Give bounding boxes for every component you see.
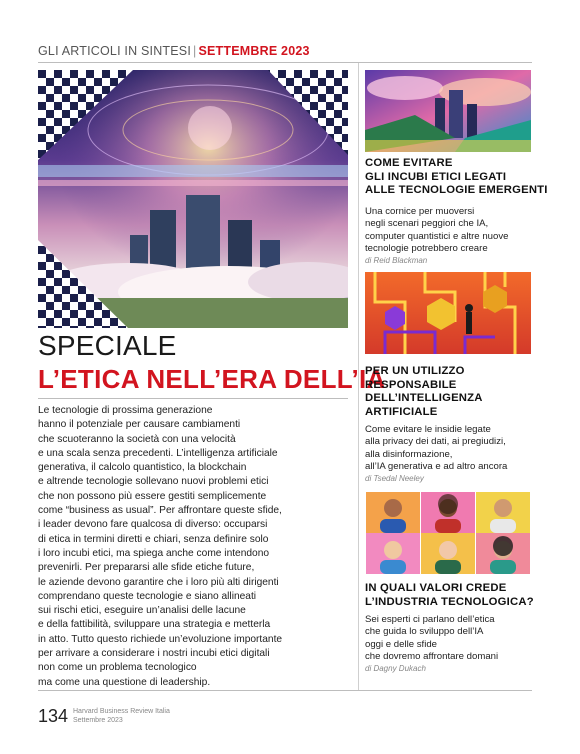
body-line: generativa, il calcolo quantistico, la blockchain (38, 462, 247, 474)
article-3-title[interactable] (365, 582, 535, 609)
desc-line: all’IA generativa e ad altro ancora (365, 461, 508, 473)
footer-rule (38, 690, 532, 691)
hero-artwork (38, 70, 348, 328)
header-separator: | (193, 44, 197, 58)
desc-line: alla privacy dei dati, ai pregiudizi, (365, 436, 506, 448)
issue-month: SETTEMBRE 2023 (198, 44, 310, 58)
desc-line: che guida lo sviluppo dell’IA (365, 626, 484, 638)
city-illustration (365, 70, 531, 152)
body-line: le aziende devono garantire che i loro più alti dirigenti (38, 576, 279, 588)
title-line: IN QUALI VALORI CREDE (365, 582, 507, 594)
article-1-title[interactable] (365, 157, 548, 198)
body-line: ma come una questione di leadership. (38, 676, 211, 688)
desc-line: tecnologie potrebbero creare (365, 243, 488, 255)
title-line: DELL’INTELLIGENZA (365, 392, 483, 405)
body-line: hanno il potenziale per causare cambiamenti (38, 419, 241, 431)
title-line: L’INDUSTRIA TECNOLOGICA? (365, 595, 534, 608)
section-header (38, 44, 310, 58)
article-1-description (365, 206, 535, 256)
article-2-thumbnail[interactable] (365, 272, 531, 354)
hero-illustration (38, 70, 348, 328)
title-line: RESPONSABILE (365, 378, 457, 391)
article-3-description (365, 614, 535, 664)
body-line: che scuoteranno la società con una velocità (38, 433, 236, 445)
feature-title: L’ETICA NELL’ERA DELL’IA (38, 364, 386, 394)
header-rule (38, 62, 532, 63)
desc-line: oggi e delle sfide (365, 638, 438, 650)
article-1-thumbnail[interactable] (365, 70, 531, 152)
desc-line: Una cornice per muoversi (365, 206, 475, 217)
publication-info (73, 708, 170, 725)
desc-line: Come evitare le insidie legate (365, 424, 491, 435)
publication-name: Harvard Business Review Italia (73, 708, 170, 715)
circuit-illustration (365, 272, 531, 354)
article-2-author: di Tsedal Neeley (365, 474, 424, 483)
body-line: in atto. Tutto questo richiede un’evoluzione importante (38, 633, 283, 645)
body-line: comprendano queste tecnologie e siano allineati (38, 590, 257, 602)
body-line: non come un problema tecnologico (38, 662, 197, 674)
title-line: PER UN UTILIZZO (365, 365, 465, 377)
desc-line: Sei esperti ci parlano dell’etica (365, 614, 495, 625)
feature-kicker: SPECIALE (38, 330, 177, 361)
body-line: come “business as usual”. Per affrontare queste sfide, (38, 505, 282, 517)
desc-line: negli scenari peggiori che IA, (365, 218, 489, 230)
body-line: prevenirli. Per prepararsi alle sfide etiche future, (38, 562, 255, 574)
body-line: e della fattibilità, sviluppare una strategia e metterla (38, 619, 271, 631)
article-1-author: di Reid Blackman (365, 256, 428, 265)
body-line: i loro incubi etici, ma spiega anche come intendono (38, 547, 270, 559)
publication-date: Settembre 2023 (73, 716, 123, 724)
body-line: e una scala senza precedenti. L’intelligenza artificiale (38, 447, 278, 459)
title-line: COME EVITARE (365, 157, 453, 169)
body-line: che non possono più essere gestiti semplicemente (38, 490, 267, 502)
title-line: ARTIFICIALE (365, 405, 438, 418)
article-3-author: di Dagny Dukach (365, 664, 426, 673)
article-2-description (365, 424, 535, 474)
desc-line: alla disinformazione, (365, 448, 453, 460)
article-2-title[interactable] (365, 365, 535, 419)
body-line: per arrivare a considerare i nostri incubi etici digitali (38, 648, 270, 660)
feature-rule (38, 398, 348, 399)
body-line: sui rischi etici, eseguire un’analisi delle lacune (38, 605, 246, 617)
feature-body (38, 404, 354, 690)
body-line: Le tecnologie di prossima generazione (38, 405, 213, 416)
page-number: 134 (38, 706, 69, 726)
desc-line: computer quantistici e altre nuove (365, 230, 509, 242)
title-line: GLI INCUBI ETICI LEGATI (365, 170, 507, 183)
desc-line: che dovremo affrontare domani (365, 651, 499, 663)
section-label: GLI ARTICOLI IN SINTESI (38, 44, 192, 58)
body-line: di etica in termini diretti e chiari, senza definire solo (38, 533, 269, 545)
article-3-thumbnail[interactable] (366, 492, 530, 574)
body-line: i leader devono fare qualcosa di diverso: occuparsi (38, 519, 268, 531)
experts-portraits (366, 492, 530, 574)
title-line: ALLE TECNOLOGIE EMERGENTI (365, 184, 548, 197)
body-line: e altrende tecnologie sollevano nuovi problemi etici (38, 476, 269, 488)
